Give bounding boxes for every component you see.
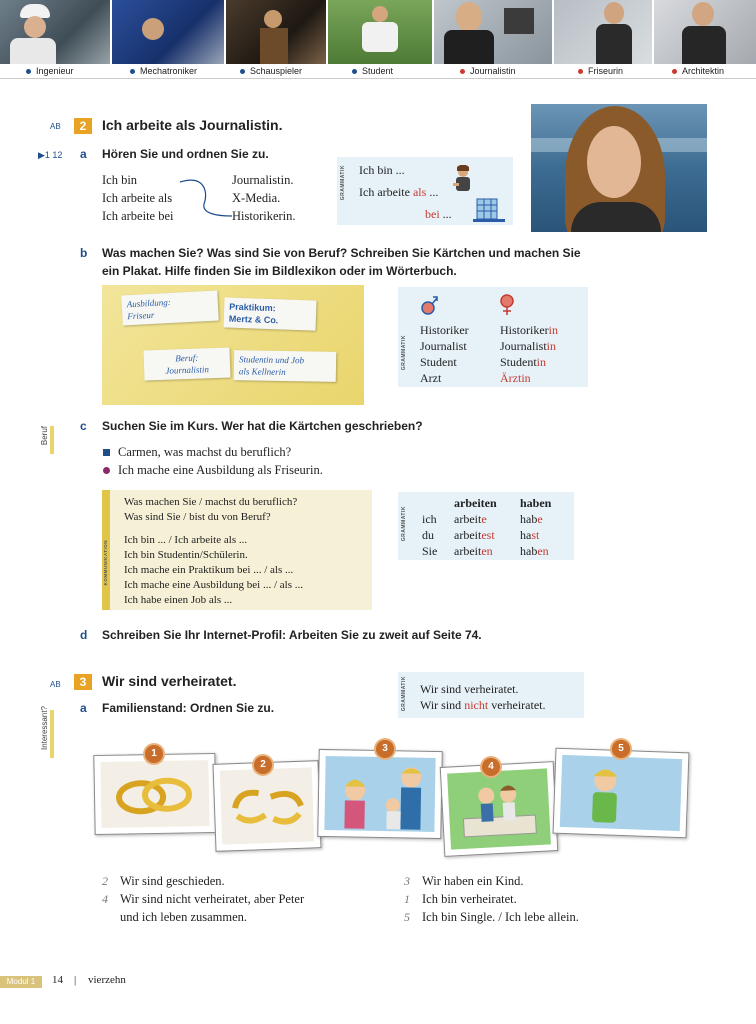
match-right-3: Historikerin. bbox=[232, 209, 296, 223]
fem-form: Journalistin bbox=[500, 339, 557, 353]
komm-line: Was sind Sie / bist du von Beruf? bbox=[124, 511, 271, 523]
answer-text: Ich bin verheiratet. bbox=[422, 892, 517, 906]
caption-friseurin: Friseurin bbox=[578, 64, 623, 78]
caption-student: Student bbox=[352, 64, 393, 78]
instruction-2a: Hören Sie und ordnen Sie zu. bbox=[102, 147, 269, 161]
poster bbox=[102, 285, 364, 405]
pronoun: du bbox=[422, 528, 434, 542]
instruction-3a: Familienstand: Ordnen Sie zu. bbox=[102, 701, 275, 715]
grammar-tag: GRAMMATIK bbox=[401, 506, 407, 542]
instruction-2b-line2: ein Plakat. Hilfe finden Sie im Bildlexikon oder im Wörterbuch. bbox=[102, 264, 457, 278]
note-studentin: Studentin und Job als Kellnerin bbox=[234, 350, 337, 382]
photo-schauspieler bbox=[226, 0, 326, 64]
exercise-title: Wir sind verheiratet. bbox=[102, 673, 237, 689]
instruction-2d: Schreiben Sie Ihr Internet-Profil: Arbeiten Sie zu zweit auf Seite 74. bbox=[102, 628, 482, 642]
verb-form: arbeite bbox=[454, 512, 487, 526]
komm-line: Ich bin Studentin/Schülerin. bbox=[124, 549, 248, 561]
fem-form: Studentin bbox=[500, 355, 547, 369]
audio-track[interactable]: ▶1 12 bbox=[38, 150, 63, 160]
komm-line: Was machen Sie / machst du beruflich? bbox=[124, 496, 298, 508]
single-person-icon bbox=[554, 749, 689, 838]
communication-box bbox=[102, 490, 372, 610]
caption-architektin: Architektin bbox=[672, 64, 724, 78]
pronoun: ich bbox=[422, 512, 437, 526]
match-left-1: Ich bin bbox=[102, 173, 138, 187]
photo-friseurin bbox=[554, 0, 652, 64]
note-ausbildung: Ausbildung: Friseur bbox=[121, 291, 218, 326]
footer-separator: | bbox=[74, 974, 77, 986]
side-tag-bar bbox=[50, 426, 54, 454]
sub-letter-b: b bbox=[80, 246, 88, 260]
answer-mark[interactable]: 3 bbox=[404, 874, 410, 888]
picture-3-family bbox=[317, 749, 443, 839]
communication-tag: KOMMUNIKATION bbox=[103, 540, 108, 586]
note-praktikum: Praktikum: Mertz & Co. bbox=[224, 297, 317, 330]
komm-line: Ich mache eine Ausbildung bei ... / als ... bbox=[124, 579, 304, 591]
picture-5-single bbox=[553, 748, 690, 839]
photo-journalistin bbox=[434, 0, 552, 64]
answer-text: Wir sind nicht verheiratet, aber Peter bbox=[120, 892, 305, 906]
side-tag-bar bbox=[50, 710, 54, 758]
caption-journalistin: Journalistin bbox=[460, 64, 516, 78]
sub-letter-c: c bbox=[80, 419, 87, 433]
verb-header: arbeiten bbox=[454, 496, 497, 510]
ab-marker: AB bbox=[50, 122, 61, 131]
speaker-b-marker bbox=[103, 467, 110, 474]
bullet-icon bbox=[578, 69, 583, 74]
grammar-tag: GRAMMATIK bbox=[401, 676, 407, 712]
grammar-tag: GRAMMATIK bbox=[401, 335, 407, 371]
masc-form: Journalist bbox=[420, 339, 467, 353]
photo-mechatroniker bbox=[112, 0, 224, 64]
sub-letter-a: a bbox=[80, 147, 87, 161]
photo-student bbox=[328, 0, 432, 64]
grammar-box-conjugation bbox=[398, 492, 574, 560]
person-icon bbox=[449, 165, 477, 197]
female-symbol-icon bbox=[498, 293, 516, 317]
bullet-icon bbox=[672, 69, 677, 74]
wedding-rings-icon bbox=[94, 754, 215, 834]
sub-letter-a: a bbox=[80, 701, 87, 715]
couple-on-sofa-icon bbox=[441, 762, 557, 856]
match-connector bbox=[178, 176, 234, 222]
dialog-line-2: Ich mache eine Ausbildung als Friseurin. bbox=[118, 463, 323, 477]
grammar-line: Ich bin ... bbox=[359, 163, 405, 177]
exercise-number: 3 bbox=[74, 674, 92, 690]
picture-number: 4 bbox=[482, 758, 500, 776]
family-icon bbox=[318, 750, 441, 838]
picture-number: 1 bbox=[145, 745, 163, 763]
masc-form: Arzt bbox=[420, 371, 442, 385]
answer-mark[interactable]: 5 bbox=[404, 910, 410, 924]
grammar-line: Wir sind verheiratet. bbox=[420, 682, 519, 696]
speaker-a-marker bbox=[103, 449, 110, 456]
grammar-line: Ich arbeite als ... bbox=[359, 185, 439, 199]
picture-1-rings bbox=[93, 753, 216, 835]
sub-letter-d: d bbox=[80, 628, 88, 642]
grammar-box-2b bbox=[398, 287, 588, 387]
answer-text: Wir haben ein Kind. bbox=[422, 874, 524, 888]
komm-line: Ich bin ... / Ich arbeite als ... bbox=[124, 534, 248, 546]
photo-ingenieur bbox=[0, 0, 110, 64]
dialog-line-1: Carmen, was machst du beruflich? bbox=[118, 445, 292, 459]
picture-number: 5 bbox=[612, 740, 630, 758]
male-symbol-icon bbox=[420, 295, 438, 317]
bullet-icon bbox=[240, 69, 245, 74]
komm-line: Ich habe einen Job als ... bbox=[124, 594, 233, 606]
note-beruf: Beruf: Journalistin bbox=[144, 348, 231, 381]
grammar-line: Wir sind nicht verheiratet. bbox=[420, 698, 546, 712]
caption-mechatroniker: Mechatroniker bbox=[130, 64, 197, 78]
side-tag-interessant: Interessant? bbox=[40, 706, 49, 751]
footer-modul-tab: Modul 1 bbox=[0, 976, 42, 988]
match-left-3: Ich arbeite bei bbox=[102, 209, 174, 223]
grammar-line: bei ... bbox=[425, 207, 452, 221]
picture-4-couple bbox=[440, 761, 559, 857]
picture-number: 3 bbox=[376, 740, 394, 758]
verb-form: arbeiten bbox=[454, 544, 493, 558]
fem-form: Ärztin bbox=[500, 371, 531, 385]
pronoun: Sie bbox=[422, 544, 438, 558]
side-tag-beruf: Beruf bbox=[40, 426, 49, 446]
answer-text: Wir sind geschieden. bbox=[120, 874, 225, 888]
broken-rings-icon bbox=[214, 761, 321, 851]
answer-mark[interactable]: 1 bbox=[404, 892, 410, 906]
masc-form: Historiker bbox=[420, 323, 469, 337]
bullet-icon bbox=[130, 69, 135, 74]
verb-form: hast bbox=[520, 528, 540, 542]
match-right-2: X-Media. bbox=[232, 191, 281, 205]
answer-text: Ich bin Single. / Ich lebe allein. bbox=[422, 910, 579, 924]
answer-text: und ich leben zusammen. bbox=[120, 910, 248, 924]
exercise-number: 2 bbox=[74, 118, 92, 134]
instruction-2c: Suchen Sie im Kurs. Wer hat die Kärtchen geschrieben? bbox=[102, 419, 423, 433]
exercise-title: Ich arbeite als Journalistin. bbox=[102, 117, 283, 133]
match-right-1: Journalistin. bbox=[232, 173, 294, 187]
grammar-box-2a bbox=[337, 157, 513, 225]
grammar-tag: GRAMMATIK bbox=[340, 165, 346, 201]
footer-page-number: 14 bbox=[52, 974, 63, 986]
masc-form: Student bbox=[420, 355, 457, 369]
ab-marker: AB bbox=[50, 680, 61, 689]
answer-mark[interactable]: 2 bbox=[102, 874, 108, 888]
komm-line: Ich mache ein Praktikum bei ... / als ... bbox=[124, 564, 294, 576]
caption-schauspieler: Schauspieler bbox=[240, 64, 302, 78]
building-icon bbox=[473, 195, 505, 223]
photo-architektin bbox=[654, 0, 756, 64]
portrait-journalistin bbox=[531, 104, 707, 232]
match-left-2: Ich arbeite als bbox=[102, 191, 173, 205]
verb-form: habe bbox=[520, 512, 543, 526]
caption-ingenieur: Ingenieur bbox=[26, 64, 74, 78]
verb-form: haben bbox=[520, 544, 549, 558]
bullet-icon bbox=[26, 69, 31, 74]
top-photo-strip bbox=[0, 0, 756, 64]
footer-page-word: vierzehn bbox=[88, 974, 126, 986]
fem-form: Historikerin bbox=[500, 323, 558, 337]
grammar-box-ex3 bbox=[398, 672, 584, 718]
bullet-icon bbox=[352, 69, 357, 74]
verb-form: arbeitest bbox=[454, 528, 495, 542]
picture-number: 2 bbox=[254, 756, 272, 774]
answer-mark[interactable]: 4 bbox=[102, 892, 108, 906]
bullet-icon bbox=[460, 69, 465, 74]
picture-2-broken-rings bbox=[212, 760, 321, 852]
verb-header: haben bbox=[520, 496, 552, 510]
instruction-2b-line1: Was machen Sie? Was sind Sie von Beruf? Schreiben Sie Kärtchen und machen Sie bbox=[102, 246, 581, 260]
